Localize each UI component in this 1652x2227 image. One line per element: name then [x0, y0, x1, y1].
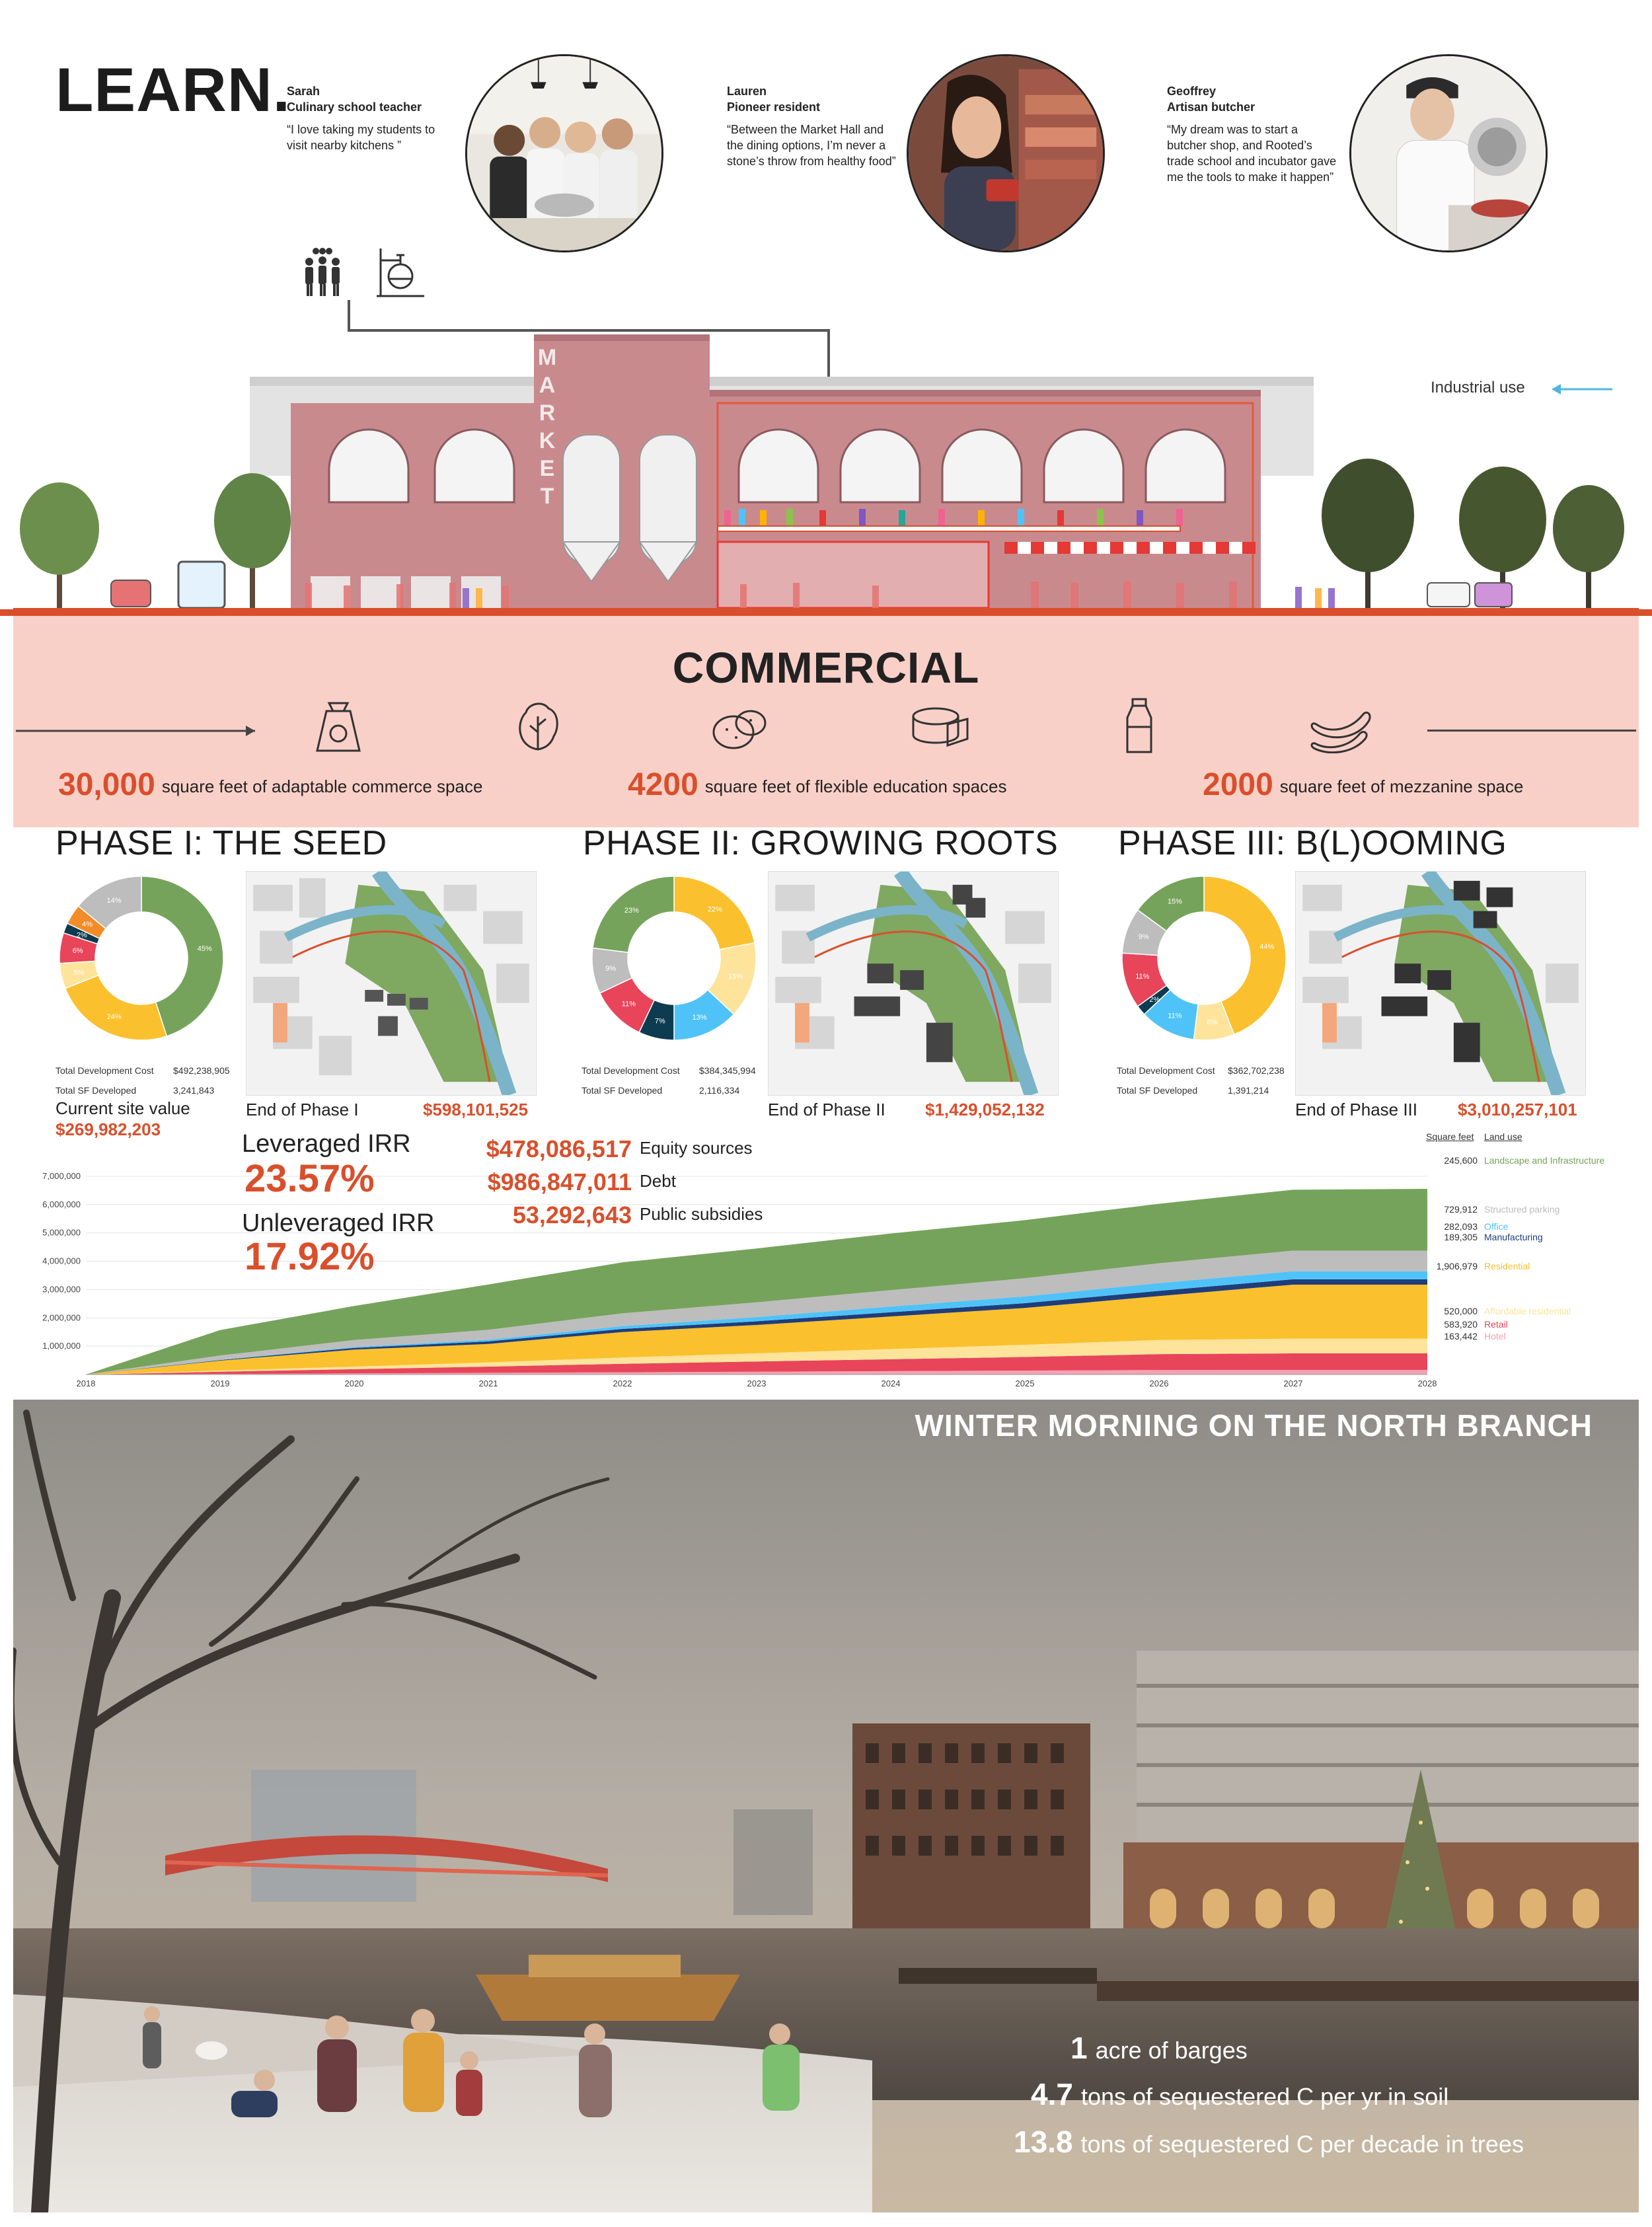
- public-subsidies-value: 53,292,643: [512, 1201, 632, 1228]
- donut-slice-label: 4%: [82, 921, 93, 929]
- mezzanine-space-stat: [1203, 767, 1523, 803]
- chart-legend: [1425, 1150, 1636, 1375]
- phase-1-donut-chart: [56, 872, 227, 1044]
- y-tick-label: 1,000,000: [42, 1341, 81, 1351]
- legend-sqft: 583,920: [1444, 1319, 1478, 1330]
- donut-slice-label: 14%: [106, 897, 122, 905]
- industrial-use-label: Industrial use: [1431, 379, 1525, 396]
- x-tick-label: 2025: [1015, 1378, 1035, 1388]
- flour-sack-icon: [312, 699, 365, 755]
- portrait-market-shopper: [907, 54, 1105, 252]
- x-tick-label: 2018: [76, 1378, 96, 1388]
- legend-sqft: 729,912: [1444, 1204, 1478, 1215]
- legend-header-land-use: Land use: [1484, 1131, 1522, 1142]
- phase-2-sf: 2,116,334: [699, 1085, 740, 1096]
- commercial-band-top-rule: [0, 609, 1652, 616]
- y-tick-label: 6,000,000: [42, 1199, 81, 1209]
- portrait-culinary-class: [465, 54, 663, 252]
- stat-value: 4200: [628, 767, 698, 802]
- phase-2-site-map: [768, 871, 1059, 1096]
- persona-quote: “Between the Market Hall and the dining options, I’m never a stone’s throw from healthy food”: [727, 123, 896, 168]
- legend-land-use: Affordable residential: [1484, 1306, 1571, 1316]
- scene-title: WINTER MORNING ON THE NORTH BRANCH: [915, 1408, 1593, 1443]
- donut-slice-label: 44%: [1259, 942, 1275, 951]
- legend-sqft: 189,305: [1444, 1232, 1478, 1242]
- persona-name: Sarah: [287, 85, 320, 98]
- legend-land-use: Hotel: [1484, 1331, 1506, 1341]
- phase-3-dev-cost-label: Total Development Cost: [1117, 1065, 1215, 1076]
- legend-land-use: Residential: [1484, 1261, 1530, 1271]
- soil-carbon-stat: [1031, 2076, 1448, 2112]
- market-sign-letter: K: [539, 428, 556, 453]
- persona-quote: “My dream was to start a butcher shop, and Rooted’s trade school and incubator gave me the tools to make it happen”: [1167, 123, 1337, 184]
- tree-carbon-stat: [1014, 2124, 1524, 2160]
- legend-header-sqft: Square feet: [1426, 1131, 1474, 1142]
- donut-slice-label: 45%: [197, 944, 212, 953]
- phase-2-dev-cost: $384,345,994: [699, 1065, 756, 1076]
- current-site-value-label: Current site value: [56, 1098, 190, 1118]
- donut-slice-label: 8%: [1207, 1018, 1218, 1027]
- persona-quote: “I love taking my students to visit nearby kitchens ”: [287, 123, 435, 152]
- phase-1-dev-cost-label: Total Development Cost: [56, 1065, 154, 1076]
- phase-1-end-value: $598,101,525: [423, 1100, 529, 1119]
- market-sign-letter: A: [539, 373, 556, 398]
- x-tick-label: 2021: [478, 1378, 498, 1388]
- persona-role: Culinary school teacher: [287, 100, 422, 114]
- legend-sqft: 282,093: [1444, 1221, 1478, 1232]
- persona-name: Lauren: [727, 85, 767, 98]
- market-sign-letter: R: [539, 400, 556, 426]
- persona-name: Geoffrey: [1167, 85, 1217, 98]
- x-tick-label: 2019: [210, 1378, 230, 1388]
- donut-slice-label: 11%: [1168, 1012, 1182, 1020]
- legend-sqft: 245,600: [1444, 1155, 1478, 1166]
- cheese-icon: [909, 702, 973, 749]
- donut-slice-label: 2%: [1149, 995, 1160, 1004]
- milk-bottle-icon: [1123, 697, 1155, 756]
- legend-sqft: 1,906,979: [1436, 1261, 1478, 1271]
- x-tick-label: 2026: [1149, 1378, 1169, 1388]
- y-tick-label: 5,000,000: [42, 1227, 81, 1238]
- barges-stat: [1070, 2030, 1248, 2066]
- phase-1-dev-cost: $492,238,905: [173, 1065, 230, 1076]
- legend-land-use: Manufacturing: [1484, 1232, 1543, 1242]
- stat-label: tons of sequestered C per decade in trees: [1080, 2131, 1524, 2158]
- phase-2-dev-cost-label: Total Development Cost: [582, 1065, 680, 1076]
- x-tick-label: 2027: [1283, 1378, 1303, 1388]
- public-subsidies-label: Public subsidies: [640, 1204, 763, 1224]
- phase-1-end-label: End of Phase I: [246, 1100, 359, 1119]
- portrait-butcher: [1349, 54, 1548, 252]
- leveraged-irr-label: Leveraged IRR: [242, 1130, 411, 1158]
- phase-1-sf-label: Total SF Developed: [56, 1085, 137, 1096]
- legend-land-use: Landscape and Infrastructure: [1484, 1155, 1605, 1166]
- debt-value: $986,847,011: [487, 1168, 632, 1195]
- phase-3-dev-cost: $362,702,238: [1228, 1065, 1285, 1076]
- donut-slice-label: 9%: [605, 965, 617, 973]
- equity-sources-label: Equity sources: [640, 1138, 753, 1158]
- donut-slice-label: 5%: [73, 969, 85, 977]
- learn-title: LEARN.: [56, 55, 291, 124]
- commercial-title: COMMERCIAL: [672, 643, 980, 692]
- stat-label: square feet of adaptable commerce space: [161, 776, 483, 796]
- phase-2-end-value: $1,429,052,132: [925, 1100, 1045, 1119]
- donut-slice-label: 7%: [654, 1017, 665, 1026]
- persona-lauren: [727, 83, 899, 169]
- phase-3-sf: 1,391,214: [1228, 1085, 1269, 1096]
- legend-sqft: 520,000: [1444, 1306, 1478, 1316]
- donut-slice-label: 11%: [1135, 973, 1150, 981]
- current-site-value: $269,982,203: [56, 1119, 161, 1139]
- donut-slice-label: 15%: [728, 973, 743, 981]
- donut-slice-label: 23%: [624, 907, 639, 915]
- phase-3-end-value: $3,010,257,101: [1458, 1100, 1577, 1119]
- stat-label: square feet of mezzanine space: [1279, 776, 1524, 796]
- market-sign-letter: M: [537, 345, 557, 370]
- donut-slice-label: 9%: [1138, 933, 1149, 942]
- education-space-stat: [628, 767, 1007, 803]
- x-tick-label: 2020: [344, 1378, 364, 1388]
- donut-slice-label: 22%: [707, 905, 722, 914]
- donut-slice-label: 15%: [1167, 897, 1182, 906]
- x-tick-label: 2028: [1417, 1378, 1437, 1388]
- persona-sarah: [287, 83, 459, 153]
- commercial-right-rule: [1427, 730, 1636, 732]
- leveraged-irr-value: 23.57%: [244, 1157, 375, 1200]
- stat-value: 1: [1070, 2031, 1088, 2065]
- persona-role: Pioneer resident: [727, 100, 821, 114]
- y-tick-label: 4,000,000: [42, 1256, 81, 1266]
- legend-sqft: 163,442: [1444, 1331, 1478, 1341]
- x-tick-label: 2024: [881, 1378, 901, 1388]
- phase-2-sf-label: Total SF Developed: [582, 1085, 663, 1096]
- phase-3-donut-chart: [1118, 872, 1290, 1044]
- x-tick-label: 2023: [747, 1378, 767, 1388]
- donut-slice-label: 11%: [621, 1000, 636, 1008]
- market-sign-letter: T: [540, 484, 554, 509]
- stat-value: 2000: [1203, 767, 1273, 802]
- persona-geoffrey: [1167, 83, 1339, 185]
- x-tick-label: 2022: [613, 1378, 632, 1388]
- phase-2-donut-chart: [588, 872, 760, 1044]
- phase-2-end-label: End of Phase II: [768, 1100, 885, 1119]
- debt-label: Debt: [640, 1171, 676, 1191]
- donut-slice: [65, 975, 167, 1040]
- unleveraged-irr-value: 17.92%: [244, 1235, 375, 1278]
- market-building-elevation: [0, 278, 1652, 621]
- phase-1-sf: 3,241,843: [173, 1085, 215, 1096]
- donut-slice-label: 2%: [76, 931, 87, 940]
- stat-value: 30,000: [58, 767, 155, 802]
- stat-label: acre of barges: [1095, 2037, 1248, 2064]
- phase-3-sf-label: Total SF Developed: [1117, 1085, 1198, 1096]
- phase-1-site-map: [246, 871, 537, 1096]
- market-sign-letter: E: [539, 456, 555, 481]
- donut-slice-label: 13%: [692, 1014, 707, 1022]
- phase-2-title: PHASE II: GROWING ROOTS: [583, 824, 1059, 862]
- stat-value: 13.8: [1014, 2125, 1073, 2159]
- stat-label: tons of sequestered C per yr in soil: [1080, 2083, 1449, 2110]
- donut-slice-label: 6%: [72, 946, 83, 955]
- phase-3-title: PHASE III: B(L)OOMING: [1118, 824, 1507, 862]
- equity-sources-value: $478,086,517: [486, 1135, 632, 1162]
- potato-icon: [710, 703, 769, 752]
- legend-land-use: Retail: [1484, 1319, 1508, 1330]
- phase-1-title: PHASE I: THE SEED: [56, 824, 387, 862]
- persona-role: Artisan butcher: [1167, 100, 1256, 114]
- phase-3-end-label: End of Phase III: [1295, 1100, 1418, 1119]
- phase-3-site-map: [1295, 871, 1586, 1096]
- commercial-left-arrow: [16, 723, 260, 739]
- stat-value: 4.7: [1031, 2077, 1073, 2111]
- y-tick-label: 2,000,000: [42, 1312, 81, 1323]
- commerce-space-stat: [58, 767, 482, 803]
- legend-land-use: Structured parking: [1484, 1204, 1560, 1215]
- stat-label: square feet of flexible education spaces: [704, 776, 1007, 796]
- y-tick-label: 7,000,000: [42, 1171, 81, 1181]
- donut-slice-label: 24%: [106, 1012, 122, 1021]
- unleveraged-irr-label: Unleveraged IRR: [242, 1209, 435, 1237]
- y-tick-label: 3,000,000: [42, 1284, 81, 1295]
- sausage-icon: [1310, 698, 1376, 753]
- legend-land-use: Office: [1484, 1221, 1509, 1232]
- lettuce-icon: [513, 699, 563, 752]
